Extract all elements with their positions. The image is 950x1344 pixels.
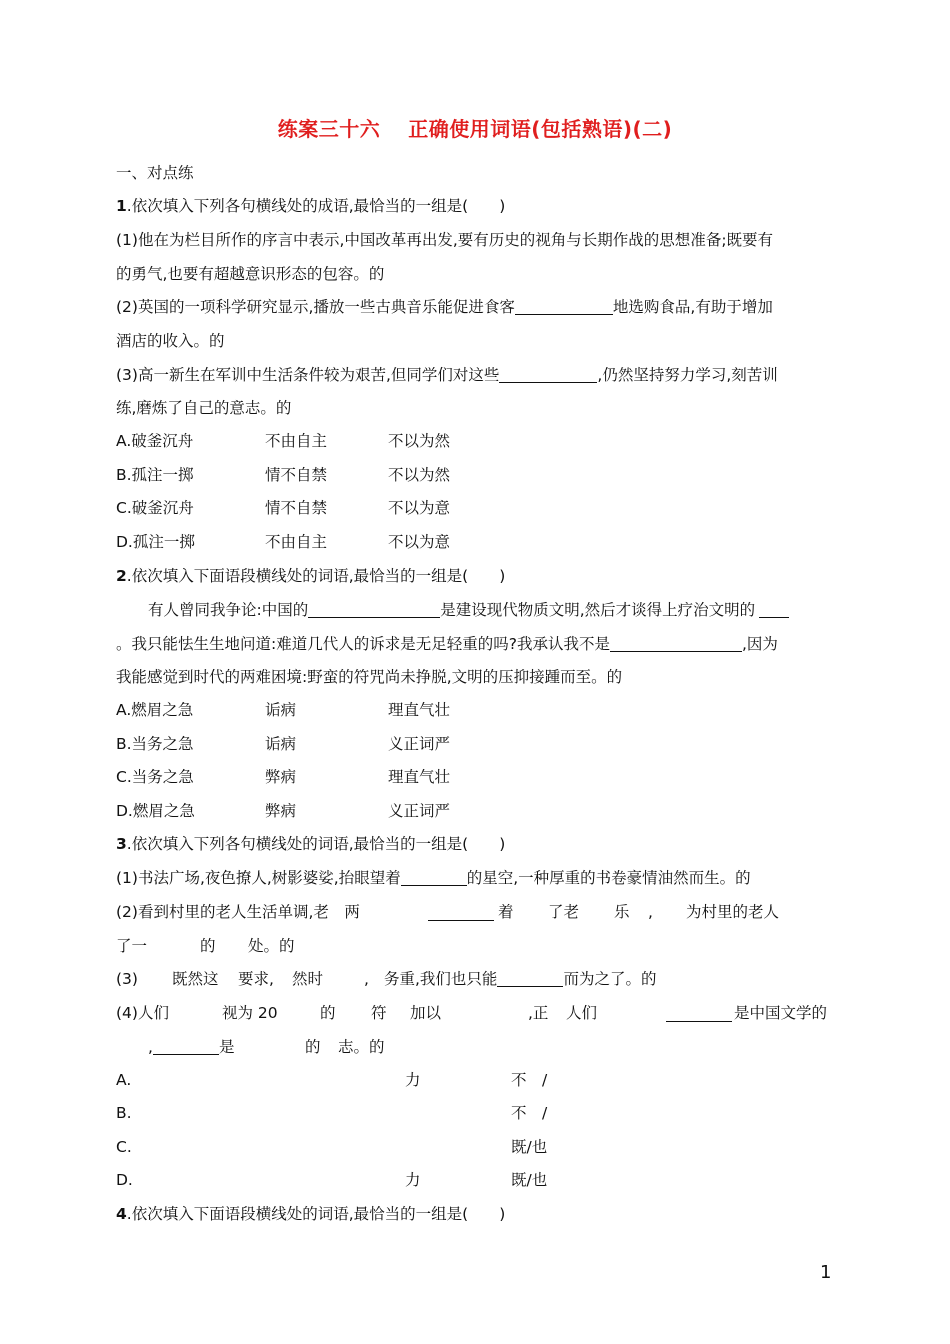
q2-p1-text-after: 是建设现代物质文明,然后才谈得上疗治文明的 — [440, 601, 756, 619]
q3-s4-part10: 的 — [305, 1038, 321, 1056]
q1-stem — [116, 196, 505, 216]
q1-sentence3-line1 — [116, 365, 778, 385]
q3-s1-text-after: 的星空,一种厚重的书卷豪情油然而生。的 — [466, 869, 751, 887]
q1-sentence1-line2: 的勇气,也要有超越意识形态的包容。的 — [116, 265, 385, 283]
q3-s2-part5: , — [648, 903, 653, 921]
q3-s4-comma: , — [148, 1038, 153, 1056]
fill-blank — [308, 601, 440, 618]
q1-option-c-word3: 不以为意 — [388, 499, 451, 517]
q4-number: 4 — [116, 1205, 127, 1223]
q2-option-d-word2: 弊病 — [265, 802, 297, 820]
q1-option-b-word2: 情不自禁 — [265, 466, 328, 484]
q1-option-d[interactable]: D.孤注一掷 — [116, 533, 195, 551]
q3-s4-part7: 人们 — [566, 1004, 598, 1022]
q3-s3-part2: 既然这 — [172, 970, 219, 988]
page-number: 1 — [820, 1262, 832, 1283]
q3-s4-part8: 是中国文学的 — [734, 1004, 828, 1022]
q3-option-c[interactable]: C. — [116, 1138, 132, 1156]
q1-option-c-word2: 情不自禁 — [265, 499, 328, 517]
q3-option-b[interactable]: B. — [116, 1104, 132, 1122]
q3-s4-text: 是 — [218, 1038, 235, 1056]
q1-number: 1 — [116, 197, 127, 215]
q3-s3-part5: , — [364, 970, 369, 988]
q1-option-c[interactable]: C.破釜沉舟 — [116, 499, 194, 517]
fill-blank — [610, 635, 742, 652]
q3-stem — [116, 834, 505, 854]
fill-blank — [497, 970, 563, 987]
q3-sentence1 — [116, 868, 751, 888]
q3-s2-part9: 处。的 — [248, 937, 295, 955]
q3-s4-part5: 加以 — [410, 1004, 442, 1022]
fill-blank — [153, 1038, 219, 1055]
q2-option-b[interactable]: B.当务之急 — [116, 735, 194, 753]
q3-s4-part3: 的 — [320, 1004, 336, 1022]
q2-option-d-word3: 义正词严 — [388, 802, 451, 820]
q4-stem — [116, 1204, 505, 1224]
q3-s3-text-after: 而为之了。的 — [563, 970, 657, 988]
q3-s4-part2: 视为 20 — [222, 1004, 278, 1022]
section-heading: 一、对点练 — [116, 164, 194, 182]
fill-blank — [428, 904, 494, 921]
q3-s3-part6 — [384, 969, 656, 989]
q3-option-b-word3: 不 / — [511, 1104, 548, 1122]
q1-sentence2-line1 — [116, 297, 773, 317]
q3-option-a-word3: 不 / — [511, 1071, 548, 1089]
q3-s2-part7: 了一 — [116, 937, 148, 955]
q2-option-c[interactable]: C.当务之急 — [116, 768, 194, 786]
q3-s2-part8: 的 — [200, 937, 216, 955]
q2-passage-line2 — [116, 634, 778, 654]
fill-blank — [401, 869, 467, 886]
q2-p2-text: 。我只能怯生生地问道:难道几代人的诉求是无足轻重的吗?我承认我不是 — [116, 635, 610, 653]
q3-s3-part3: 要求, — [238, 970, 274, 988]
q1-sentence1-line1: (1)他在为栏目所作的序言中表示,中国改革再出发,要有历史的视角与长期作战的思想准备;既要有 — [116, 231, 774, 249]
q1-s3-after: ,仍然坚持努力学习,刻苦训 — [597, 366, 778, 384]
q3-s3-text: 务重,我们也只能 — [384, 970, 498, 988]
q3-option-d[interactable]: D. — [116, 1171, 133, 1189]
q3-s4-part4: 符 — [371, 1004, 387, 1022]
q3-number: 3 — [116, 835, 127, 853]
q2-option-a-word3: 理直气壮 — [388, 701, 451, 719]
q3-s4-part9 — [148, 1037, 234, 1057]
q3-s2-part2: 着 — [498, 903, 514, 921]
fill-blank — [666, 1005, 732, 1022]
q1-stem-text: .依次填入下列各句横线处的成语,最恰当的一组是( ) — [126, 197, 506, 215]
q1-option-b-word3: 不以为然 — [388, 466, 451, 484]
q1-sentence2-line2: 酒店的收入。的 — [116, 332, 225, 350]
q2-option-d[interactable]: D.燃眉之急 — [116, 802, 195, 820]
title-part1: 练案三十六 — [277, 117, 381, 141]
q3-s1-text: (1)书法广场,夜色撩人,树影婆娑,抬眼望着 — [116, 869, 401, 887]
q3-s4-part11: 志。的 — [338, 1038, 385, 1056]
q2-stem — [116, 566, 505, 586]
q1-option-d-word2: 不由自主 — [265, 533, 328, 551]
page-title — [0, 113, 950, 142]
q1-option-d-word3: 不以为意 — [388, 533, 451, 551]
q3-s4-part1: (4)人们 — [116, 1004, 169, 1022]
q2-stem-text: .依次填入下面语段横线处的词语,最恰当的一组是( ) — [126, 567, 506, 585]
q1-s3-text: (3)高一新生在军训中生活条件较为艰苦,但同学们对这些 — [116, 366, 500, 384]
q3-option-a-word2: 力 — [405, 1071, 421, 1089]
q3-s2-part6: 为村里的老人 — [686, 903, 780, 921]
q3-s2-part4: 乐 — [614, 903, 630, 921]
q3-option-d-word2: 力 — [405, 1171, 421, 1189]
q1-option-b[interactable]: B.孤注一掷 — [116, 466, 194, 484]
title-part2: 正确使用词语(包括熟语)(二) — [408, 117, 673, 141]
fill-blank — [499, 366, 597, 383]
q3-s2-part1: (2)看到村里的老人生活单调,老 两 — [116, 903, 360, 921]
q3-option-c-word3: 既/也 — [511, 1138, 548, 1156]
q2-option-a-word2: 诟病 — [265, 701, 297, 719]
q1-option-a[interactable]: A.破釜沉舟 — [116, 432, 194, 450]
fill-blank — [759, 601, 789, 618]
q2-p2-text-after: ,因为 — [741, 635, 778, 653]
q2-option-c-word2: 弊病 — [265, 768, 297, 786]
q2-passage-line1 — [148, 600, 789, 620]
q2-option-c-word3: 理直气壮 — [388, 768, 451, 786]
q1-s2-text: (2)英国的一项科学研究显示,播放一些古典音乐能促进食客 — [116, 298, 515, 316]
q2-option-b-word2: 诟病 — [265, 735, 297, 753]
q3-s2-part3: 了老 — [548, 903, 580, 921]
q2-option-a[interactable]: A.燃眉之急 — [116, 701, 194, 719]
q2-p1-text: 有人曾同我争论:中国的 — [148, 601, 309, 619]
q1-sentence3-line2: 练,磨炼了自己的意志。的 — [116, 399, 292, 417]
q3-s3-part4: 然时 — [292, 970, 324, 988]
q1-option-a-word2: 不由自主 — [265, 432, 328, 450]
q2-option-b-word3: 义正词严 — [388, 735, 451, 753]
q1-option-a-word3: 不以为然 — [388, 432, 451, 450]
q2-number: 2 — [116, 567, 127, 585]
q3-stem-text: .依次填入下列各句横线处的词语,最恰当的一组是( ) — [126, 835, 506, 853]
q3-option-d-word3: 既/也 — [511, 1171, 548, 1189]
q3-s3-part1: (3) — [116, 970, 138, 988]
q3-option-a[interactable]: A. — [116, 1071, 132, 1089]
fill-blank — [515, 298, 613, 315]
q2-passage-line3: 我能感觉到时代的两难困境:野蛮的符咒尚未挣脱,文明的压抑接踵而至。的 — [116, 668, 623, 686]
q1-s2-after: 地选购食品,有助于增加 — [612, 298, 773, 316]
q3-s4-part6: ,正 — [528, 1004, 549, 1022]
q4-stem-text: .依次填入下面语段横线处的词语,最恰当的一组是( ) — [126, 1205, 506, 1223]
